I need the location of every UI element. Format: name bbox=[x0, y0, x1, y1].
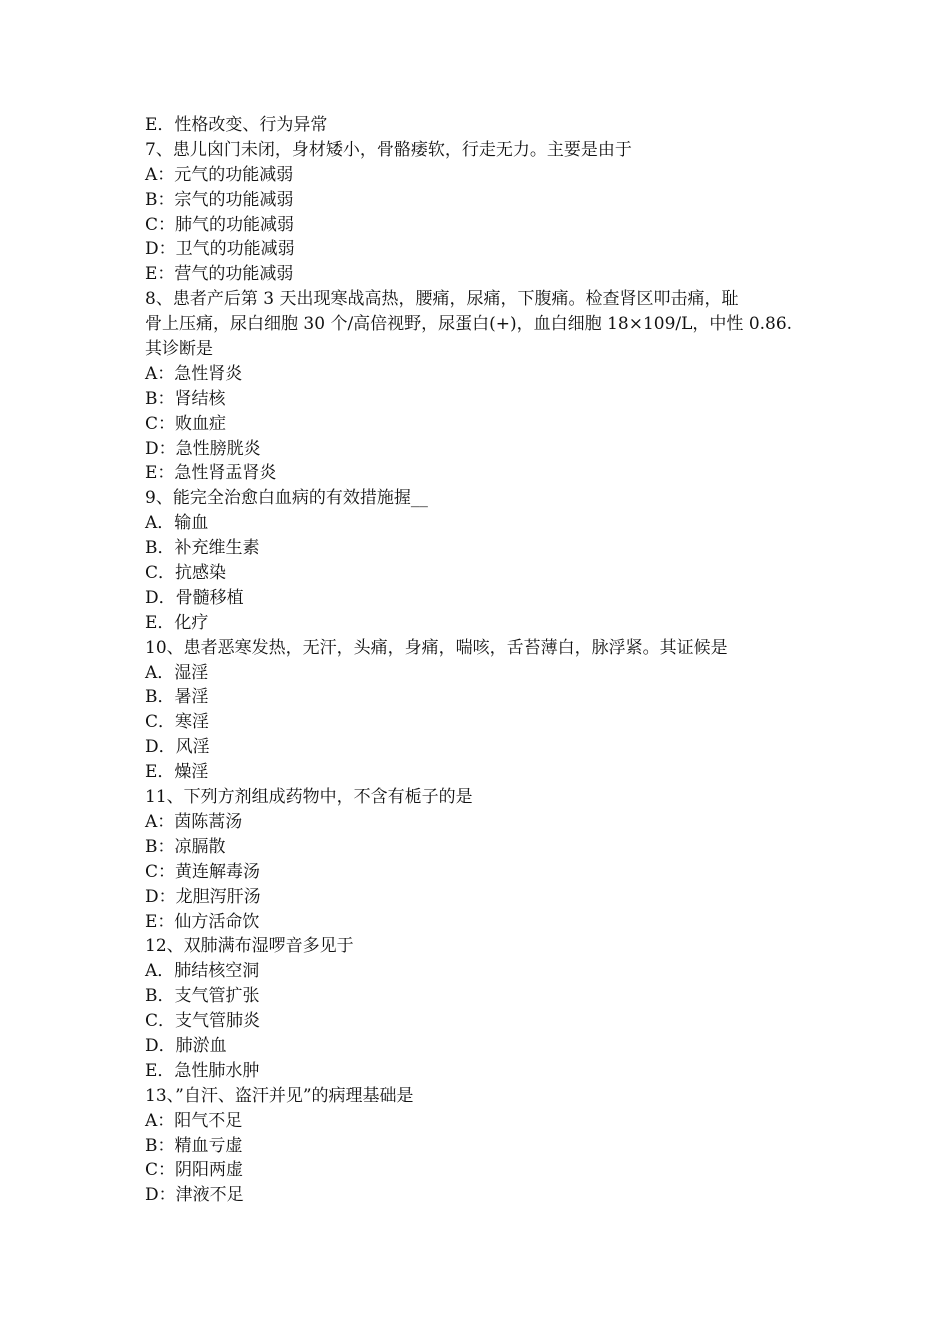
option-line: C：阴阳两虚 bbox=[145, 1160, 244, 1181]
question-8-stem: 8、患者产后第 3 天出现寒战高热，腰痛，尿痛，下腹痛。检查肾区叩击痛，耻 bbox=[145, 289, 739, 310]
option-line: A：急性肾炎 bbox=[145, 363, 243, 384]
question-8-stem-cont: 其诊断是 bbox=[145, 339, 213, 360]
option-line: A．湿淫 bbox=[145, 662, 209, 683]
option-line: B：精血亏虚 bbox=[145, 1135, 243, 1156]
question-8-stem-cont: 骨上压痛，尿白细胞 30 个/高倍视野，尿蛋白(+)，血白细胞 18×109/L，中性 0.86. bbox=[145, 314, 793, 335]
question-11-stem: 11、下列方剂组成药物中，不含有栀子的是 bbox=[145, 787, 473, 808]
question-13-stem: 13、”自汗、盗汗并见”的病理基础是 bbox=[145, 1085, 414, 1106]
option-line: A．输血 bbox=[145, 513, 209, 534]
option-line: A：茵陈蒿汤 bbox=[145, 811, 243, 832]
option-line: C．寒淫 bbox=[145, 712, 210, 733]
option-line: E：仙方活命饮 bbox=[145, 911, 260, 932]
option-line: A．肺结核空洞 bbox=[145, 961, 260, 982]
option-line: D．骨髓移植 bbox=[145, 587, 244, 608]
option-line: B：宗气的功能减弱 bbox=[145, 189, 294, 210]
option-line: C：败血症 bbox=[145, 413, 227, 434]
question-9-stem: 9、能完全治愈白血病的有效措施握__ bbox=[145, 488, 428, 509]
option-line: D．风淫 bbox=[145, 737, 210, 758]
option-line: B．暑淫 bbox=[145, 687, 209, 708]
option-line: D：卫气的功能减弱 bbox=[145, 239, 295, 260]
option-line: B．补充维生素 bbox=[145, 538, 260, 559]
question-10-stem: 10、患者恶寒发热，无汗，头痛，身痛，喘咳，舌苔薄白，脉浮紧。其证候是 bbox=[145, 637, 728, 658]
option-line: B：肾结核 bbox=[145, 388, 226, 409]
option-line: D：急性膀胱炎 bbox=[145, 438, 261, 459]
text-line: E．性格改变、行为异常 bbox=[145, 115, 328, 135]
option-line: E．化疗 bbox=[145, 612, 209, 633]
question-7-stem: 7、患儿囟门未闭，身材矮小，骨骼痿软，行走无力。主要是由于 bbox=[145, 139, 632, 160]
option-line: D：津液不足 bbox=[145, 1185, 244, 1206]
option-line: E．急性肺水肿 bbox=[145, 1060, 260, 1081]
option-line: C．抗感染 bbox=[145, 563, 227, 584]
option-line: B：凉膈散 bbox=[145, 836, 226, 857]
option-line: C：肺气的功能减弱 bbox=[145, 214, 295, 235]
option-line: E：急性肾盂肾炎 bbox=[145, 463, 277, 484]
option-line: C：黄连解毒汤 bbox=[145, 861, 261, 882]
option-line: C．支气管肺炎 bbox=[145, 1011, 261, 1032]
question-12-stem: 12、双肺满布湿啰音多见于 bbox=[145, 936, 354, 957]
option-line: B．支气管扩张 bbox=[145, 986, 260, 1007]
option-line: E：营气的功能减弱 bbox=[145, 264, 294, 285]
option-line: A：阳气不足 bbox=[145, 1110, 243, 1131]
option-line: A：元气的功能减弱 bbox=[145, 164, 294, 185]
option-line: E．燥淫 bbox=[145, 762, 209, 783]
option-line: D．肺淤血 bbox=[145, 1035, 227, 1056]
document-body bbox=[145, 113, 825, 1208]
option-line: D：龙胆泻肝汤 bbox=[145, 886, 261, 907]
